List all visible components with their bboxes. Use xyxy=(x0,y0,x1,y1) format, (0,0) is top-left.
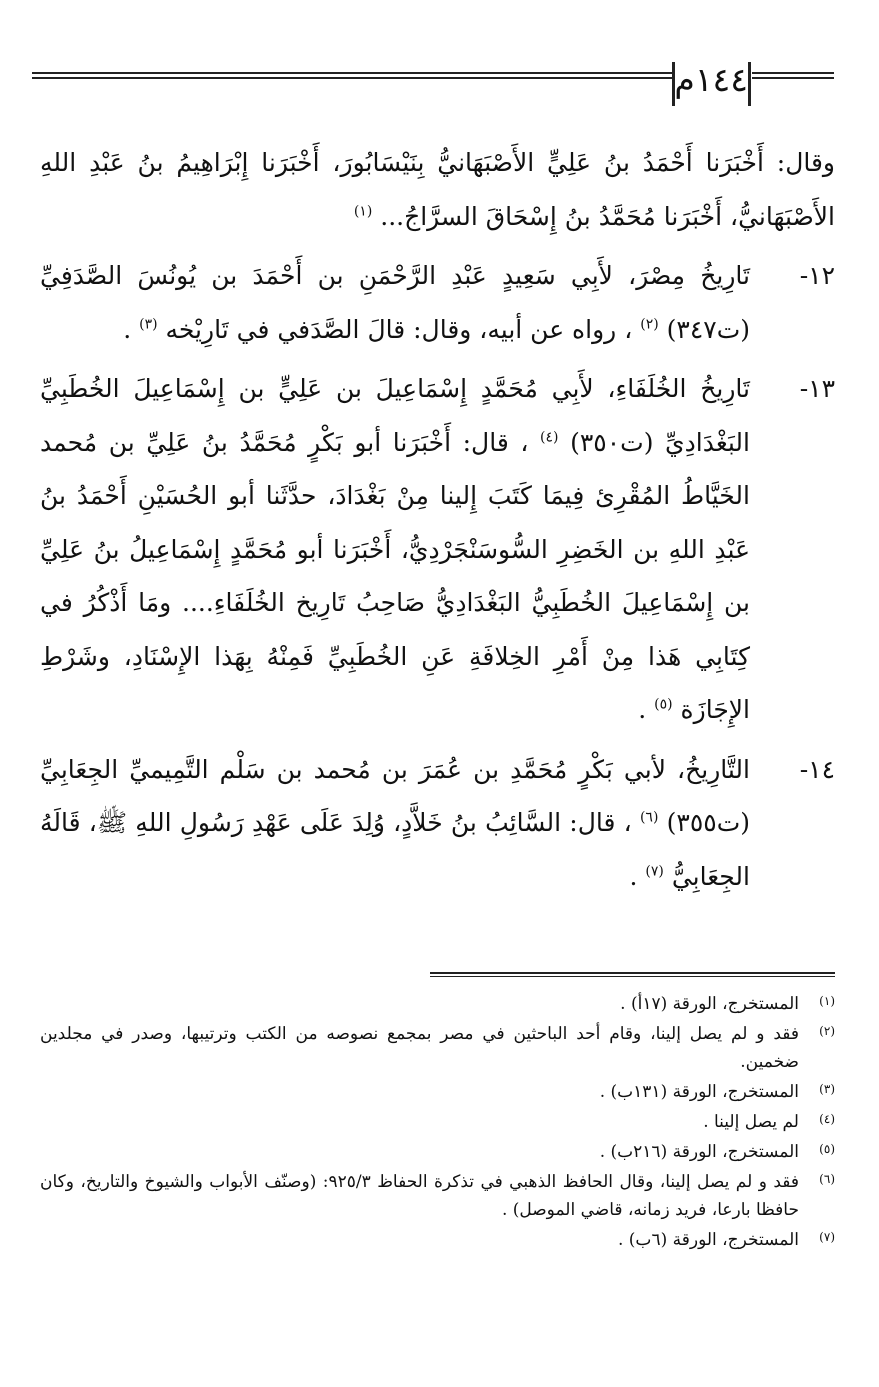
intro-paragraph xyxy=(40,136,835,243)
footnote-1 xyxy=(40,990,835,1018)
footnote-6 xyxy=(40,1168,835,1224)
footnote-number: (٤) xyxy=(819,1112,835,1126)
footnote-ref: (٥) xyxy=(654,696,673,713)
intro-text: وقال: أَخْبَرَنا أَحْمَدُ بنُ عَلِيٍّ الأَصْبَهَانيُّ بِنَيْسَابُورَ، أَخْبَرَنا إِبْرَاهِيمُ بنُ عَبْدِ اللهِ الأَصْبَهَانيُّ، أَخْبَرَنا مُحَمَّدُ بنُ إِسْحَاقَ السرَّاجُ... xyxy=(40,148,835,231)
footnote-number: (٧) xyxy=(819,1230,835,1244)
footnotes xyxy=(40,990,835,1256)
footnote-2 xyxy=(40,1020,835,1076)
footnote-number: (٥) xyxy=(819,1142,835,1156)
footnote-ref: (٣) xyxy=(139,316,158,333)
entry-number: ١٢- xyxy=(799,261,835,290)
footnote-5 xyxy=(40,1138,835,1166)
footnote-text: المستخرج، الورقة (٢١٦ب) . xyxy=(599,1142,799,1162)
footnote-ref: (٢) xyxy=(640,316,659,333)
footnote-text: لم يصل إلينا . xyxy=(703,1112,799,1132)
footnote-ref: (٧) xyxy=(645,863,664,880)
entry-text: ، رواه عن أبيه، وقال: قالَ الصَّدَفي في تَارِيْخه xyxy=(165,314,633,344)
footnote-separator xyxy=(430,972,835,977)
entry-13 xyxy=(40,362,835,737)
footnote-text: المستخرج، الورقة (١٧أ) . xyxy=(620,994,799,1014)
footnote-number: (١) xyxy=(819,994,835,1008)
footnote-ref: (١) xyxy=(353,203,373,220)
header-divider-right xyxy=(748,62,751,106)
entry-text: تَارِيخُ مِصْرَ، لأَبِي سَعِيدٍ عَبْدِ الرَّحْمَنِ بن أَحْمَدَ بن يُونُسَ الصَّدَفِيِّ (ت٣٤٧) xyxy=(40,261,750,344)
footnote-ref: (٤) xyxy=(540,429,559,446)
page-number: ١٤٤م xyxy=(674,60,748,99)
footnote-text: المستخرج، الورقة (١٣١ب) . xyxy=(599,1082,799,1102)
footnote-text: فقد و لم يصل إلينا، وقال الحافظ الذهبي في تذكرة الحفاظ ٩٢٥/٣: (وصنّف الأبواب والشيوخ والتاريخ، وكان حافظا بارعا، فريد زمانه، قاضي الموصل) . xyxy=(40,1172,799,1220)
footnote-ref: (٦) xyxy=(639,809,659,826)
header-rule-left xyxy=(32,72,672,79)
entry-number: ١٤- xyxy=(799,754,835,784)
main-text xyxy=(40,136,835,909)
entry-text: . xyxy=(123,314,132,344)
entry-14 xyxy=(40,743,835,904)
entry-text: . xyxy=(629,861,638,891)
header-rule-right xyxy=(752,72,834,79)
entry-text: ، قال: أَخْبَرَنا أبو بَكْرٍ مُحَمَّدُ بنُ عَلِيِّ بن مُحمد الخَيَّاطُ المُقْرِئ فِيمَا كَتَبَ إِلينا مِنْ بَغْدَادَ، حدَّثَنا أبو الحُسَيْنِ أَحْمَدُ بنُ عَبْدِ اللهِ بن الخَضِرِ السُّوسَنْجَرْدِيُّ، أَخْبَرَنا أبو مُحَمَّدٍ إِسْمَاعِيلُ بنُ عَلِيِّ بن إِسْمَاعِيلَ الخُطَبِيُّ البَغْدَادِيُّ صَاحِبُ تَارِيخ الخُلَفَاءِ.... ومَا أَذْكُرُ في كِتَابِي هَذا مِنْ أَمْرِ الخِلافَةِ عَنِ الخُطَبِيِّ فَمِنْهُ بِهَذا الإِسْنَادِ، وشَرْطِ الإِجَازَة xyxy=(40,427,750,724)
entry-12 xyxy=(40,249,835,356)
entry-text: تَارِيخُ الخُلَفَاءِ، لأَبِي مُحَمَّدٍ إِسْمَاعِيلَ بن عَلِيٍّ بن إِسْمَاعِيلَ الخُطَبِيِّ البَغْدَادِيِّ (ت٣٥٠) xyxy=(40,374,750,457)
footnote-number: (٣) xyxy=(819,1082,835,1096)
footnote-number: (٦) xyxy=(819,1172,835,1186)
footnote-3 xyxy=(40,1078,835,1106)
footnote-7 xyxy=(40,1226,835,1254)
entry-text: التَّارِيخُ، لأبي بَكْرٍ مُحَمَّدِ بن عُمَرَ بن مُحمد بن سَلْم التَّمِيميِّ الجِعَابِيِّ (ت٣٥٥) xyxy=(40,754,750,837)
entry-text: . xyxy=(638,695,647,724)
footnote-4 xyxy=(40,1108,835,1136)
footnote-text: فقد و لم يصل إلينا، وقام أحد الباحثين في مصر بمجمع نصوصه من الكتب وترتيبها، وصدر في مجلدين ضخمين. xyxy=(40,1024,799,1072)
footnote-number: (٢) xyxy=(819,1024,835,1038)
footnote-text: المستخرج، الورقة (٦ب) . xyxy=(617,1230,799,1250)
entry-number: ١٣- xyxy=(799,374,835,403)
entry-text: ، قال: السَّائِبُ بنُ خَلاَّدٍ، وُلِدَ عَلَى عَهْدِ رَسُولِ اللهِ ﷺ، قَالَهُ الجِعَابِيُّ xyxy=(40,808,750,891)
